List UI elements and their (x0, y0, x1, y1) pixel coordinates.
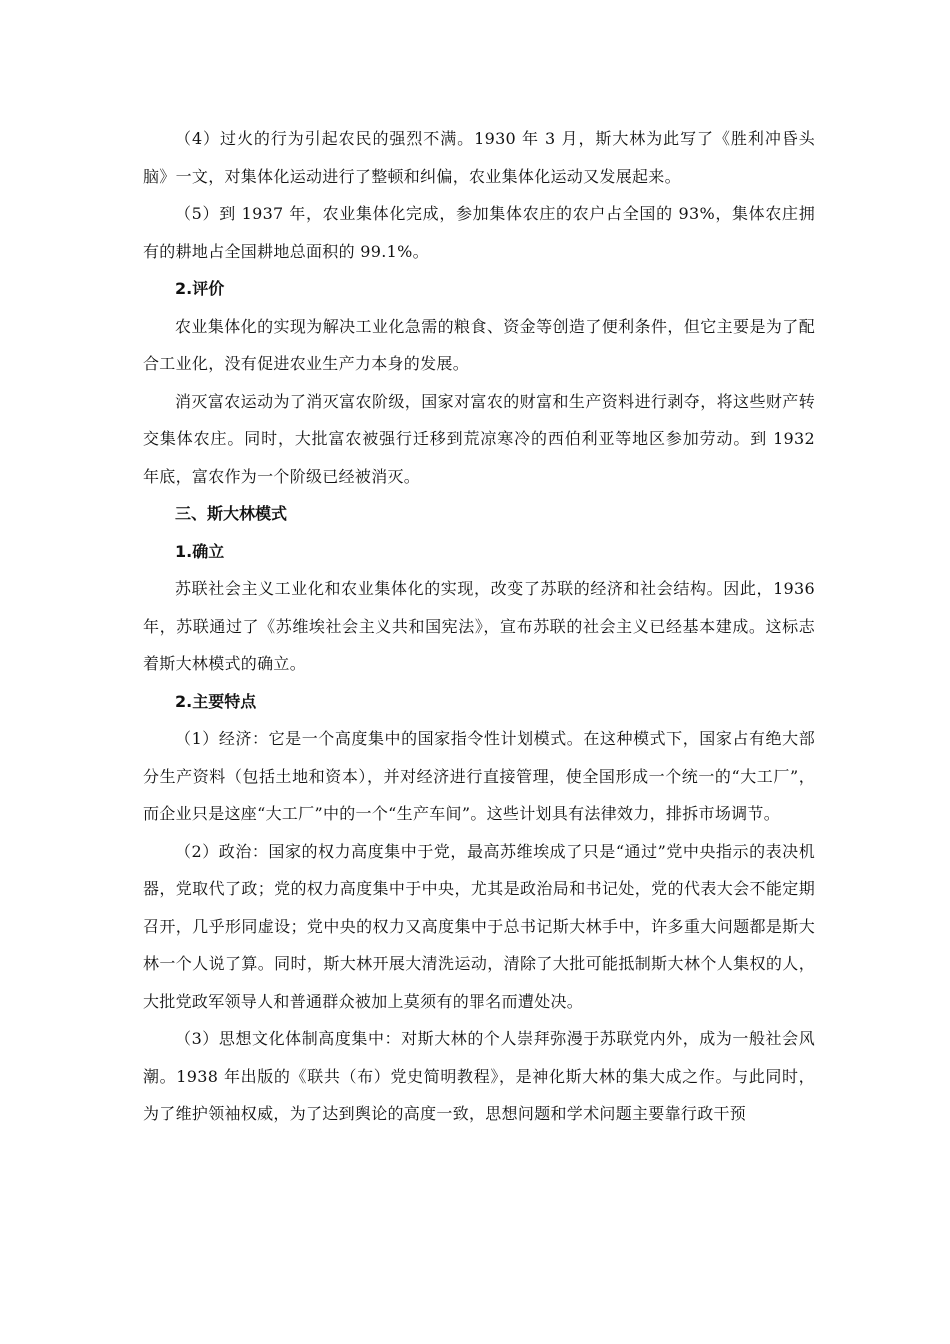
paragraph-collectivization-step-5: （5）到 1937 年，农业集体化完成，参加集体农庄的农户占全国的 93%，集体农庄拥有的耕地占全国耕地总面积的 99.1%。 (143, 204, 815, 261)
paragraph-feature-economy: （1）经济：它是一个高度集中的国家指令性计划模式。在这种模式下，国家占有绝大部分生产资料（包括土地和资本），并对经济进行直接管理，使全国形成一个统一的“大工厂”，而企业只是这座“大工厂”中的一个“生产车间”。这些计划具有法律效力，排拆市场调节。 (143, 729, 815, 823)
paragraph-feature-politics: （2）政治：国家的权力高度集中于党，最高苏维埃成了只是“通过”党中央指示的表决机器，党取代了政；党的权力高度集中于中央，尤其是政治局和书记处，党的代表大会不能定期召开，几乎形同虚设；党中央的权力又高度集中于总书记斯大林手中，许多重大问题都是斯大林一个人说了算。同时，斯大林开展大清洗运动，清除了大批可能抵制斯大林个人集权的人，大批党政军领导人和普通群众被加上莫须有的罪名而遭处决。 (143, 841, 815, 1011)
paragraph-feature-culture: （3）思想文化体制高度集中：对斯大林的个人崇拜弥漫于苏联党内外，成为一般社会风潮。1938 年出版的《联共（布）党史简明教程》，是神化斯大林的集大成之作。与此同时，为了维护领袖权威，为了达到舆论的高度一致，思想问题和学术问题主要靠行政干预 (143, 1029, 815, 1123)
paragraph-evaluation-collectivization: 农业集体化的实现为解决工业化急需的粮食、资金等创造了便利条件，但它主要是为了配合工业化，没有促进农业生产力本身的发展。 (143, 316, 815, 373)
heading-evaluation: 2.评价 (175, 279, 225, 298)
heading-main-features: 2.主要特点 (175, 691, 257, 711)
heading-establishment: 1.确立 (175, 541, 225, 561)
heading-stalin-model: 三、斯大林模式 (175, 504, 288, 523)
paragraph-establishment: 苏联社会主义工业化和农业集体化的实现，改变了苏联的经济和社会结构。因此，1936 年，苏联通过了《苏维埃社会主义共和国宪法》，宣布苏联的社会主义已经基本建成。这标志着斯大林模式的确立。 (143, 579, 815, 673)
paragraph-collectivization-step-4: （4）过火的行为引起农民的强烈不满。1930 年 3 月，斯大林为此写了《胜利冲昏头脑》一文，对集体化运动进行了整顿和纠偏，农业集体化运动又发展起来。 (143, 129, 815, 186)
document-body (143, 120, 815, 1133)
paragraph-eliminate-kulaks: 消灭富农运动为了消灭富农阶级，国家对富农的财富和生产资料进行剥夺，将这些财产转交集体农庄。同时，大批富农被强行迁移到荒凉寒冷的西伯利亚等地区参加劳动。到 1932 年底，富农作为一个阶级已经被消灭。 (143, 391, 815, 486)
